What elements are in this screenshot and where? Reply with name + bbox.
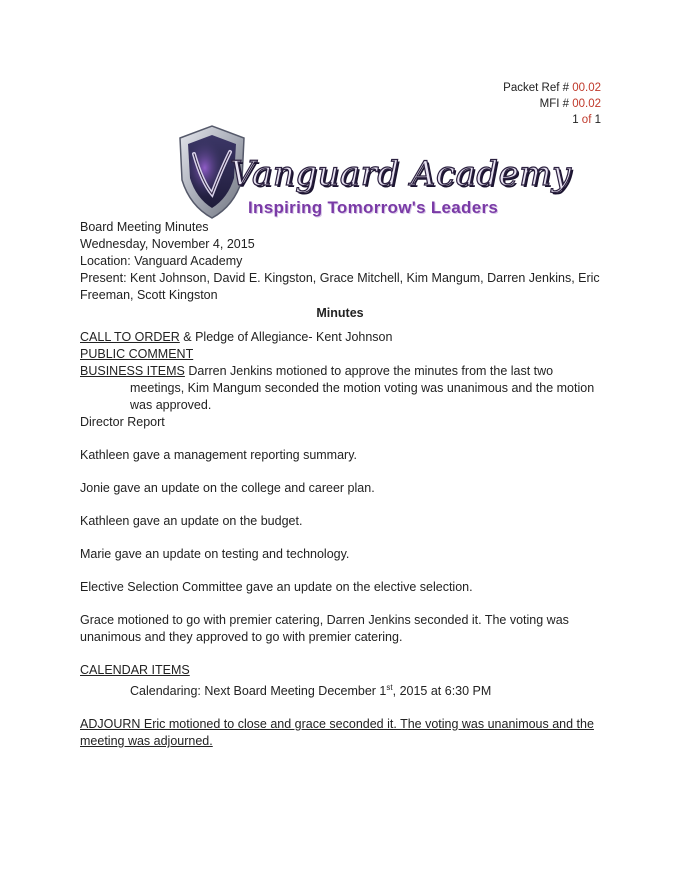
spacer (80, 700, 600, 716)
logo-name: Vanguard Academy (230, 154, 572, 194)
public-comment-label: PUBLIC COMMENT (80, 347, 194, 361)
spacer (80, 497, 600, 513)
report-paragraph: Jonie gave an update on the college and career plan. (80, 481, 375, 495)
business-items-label: BUSINESS ITEMS (80, 364, 185, 378)
document-title: Board Meeting Minutes (80, 220, 209, 234)
business-items (80, 363, 600, 380)
adjourn-text: Eric motioned to close and grace seconded it. The voting was unanimous and the meeting was adjourned. (80, 717, 594, 749)
vanguard-academy-logo (172, 124, 572, 224)
meeting-date: Wednesday, November 4, 2015 (80, 237, 255, 251)
spacer (80, 431, 600, 447)
spacer (80, 563, 600, 579)
report-paragraph: Elective Selection Committee gave an update on the elective selection. (80, 580, 473, 594)
calendar-items-label: CALENDAR ITEMS (80, 663, 190, 677)
logo-tagline: Inspiring Tomorrow's Leaders (248, 198, 499, 217)
packet-reference (503, 80, 601, 128)
spacer (80, 530, 600, 546)
director-report: Director Report (80, 415, 165, 429)
spacer (80, 596, 600, 612)
spacer (80, 646, 600, 662)
call-to-order (80, 329, 600, 346)
business-items-text: Darren Jenkins motioned to approve the minutes from the last two (184, 364, 554, 378)
catering-motion: Grace motioned to go with premier catering, Darren Jenkins seconded it. The voting was unanimous and they approved to go with premier catering. (80, 613, 569, 644)
meeting-location: Location: Vanguard Academy (80, 254, 243, 268)
adjourn (80, 716, 600, 750)
spacer (80, 322, 600, 329)
report-paragraph: Kathleen gave an update on the budget. (80, 514, 303, 528)
calendar-items (80, 662, 600, 679)
mfi-line: MFI # 00.02 (539, 98, 601, 110)
call-to-order-text: & Pledge of Allegiance- Kent Johnson (179, 330, 393, 344)
report-paragraph: Kathleen gave a management reporting summary. (80, 448, 358, 462)
attendees: Present: Kent Johnson, David E. Kingston, Grace Mitchell, Kim Mangum, Darren Jenkins, Eric Freeman, Scott Kingston (80, 271, 600, 302)
page-number: 1 of 1 (572, 114, 601, 126)
spacer (80, 464, 600, 480)
public-comment (80, 346, 600, 363)
business-items-continued: meetings, Kim Mangum seconded the motion voting was unanimous and the motion was approved. (130, 381, 595, 412)
packet-ref-line: Packet Ref # 00.02 (503, 82, 601, 94)
section-title: Minutes (316, 306, 364, 320)
adjourn-label: ADJOURN (80, 717, 141, 732)
minutes-document (80, 219, 600, 750)
report-paragraph: Marie gave an update on testing and technology. (80, 547, 350, 561)
call-to-order-label: CALL TO ORDER (80, 330, 180, 344)
next-meeting: Calendaring: Next Board Meeting December 1st, 2015 at 6:30 PM (130, 683, 492, 699)
